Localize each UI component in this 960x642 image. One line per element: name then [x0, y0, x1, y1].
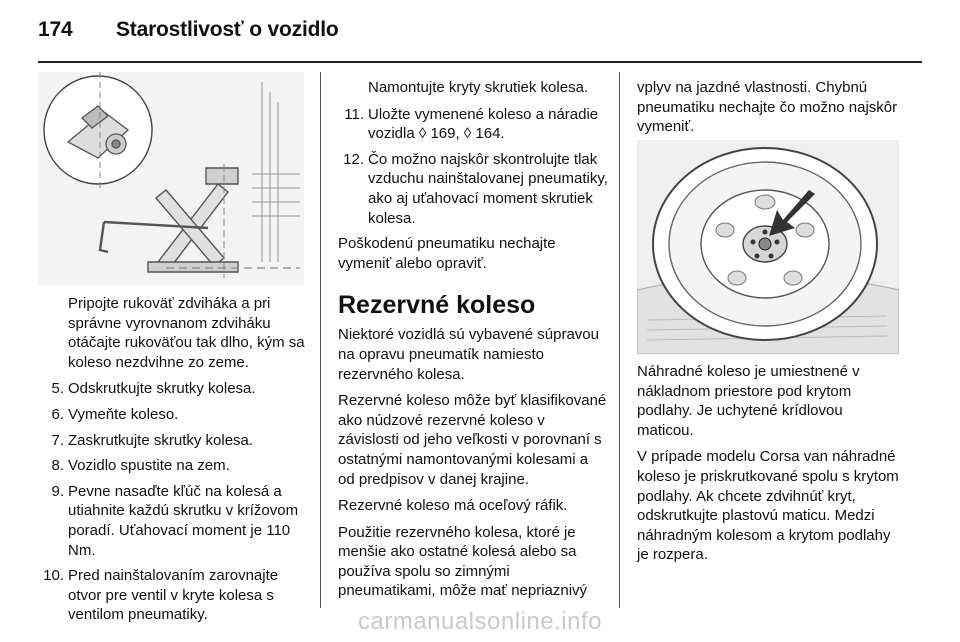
list-item: 7. Zaskrutkujte skrutky kolesa.	[51, 431, 254, 449]
left-column	[38, 294, 314, 631]
jack-illustration	[38, 72, 304, 286]
section-heading: Rezervné koleso	[338, 291, 536, 320]
jack-caption: Pripojte rukoväť zdviháka a pri správne vyrovnanom zdviháku otáčajte rukoväťou tak dlho, kým sa koleso nezdvihne zo zeme.	[68, 295, 305, 371]
list-item: 9. Pevne nasaďte kľúč na kolesá a utiahnite každú skrutku v krížovom poradí. Uťahovací moment je 110 Nm.	[51, 482, 299, 559]
spare-wheel-illustration	[637, 140, 899, 354]
list-item: 11. Uložte vymenené koleso a náradie vozidla ◊ 169, ◊ 164.	[344, 105, 599, 143]
page-title: Starostlivosť o vozidlo	[116, 18, 339, 41]
list-item: 12. Čo možno najskôr skontrolujte tlak vzduchu nainštalovanej pneumatiky, ako aj uťahovací moment skrutiek kolesa.	[343, 150, 608, 227]
list-item: 5. Odskrutkujte skrutky kolesa.	[51, 380, 256, 398]
continued-step-text: Namontujte kryty skrutiek kolesa.	[368, 79, 589, 96]
paragraph: Niektoré vozidlá sú vybavené súpravou na opravu pneumatík namiesto rezervného kolesa.	[338, 326, 599, 383]
page-header	[38, 18, 339, 42]
column-divider-right	[619, 72, 620, 608]
paragraph: Náhradné koleso je umiestnené v nákladnom priestore pod krytom podlahy. Je uchytené krídlovou maticou.	[637, 363, 860, 439]
column-divider-left	[320, 72, 321, 608]
paragraph: Rezervné koleso môže byť klasifikované ako núdzové rezervné koleso v závislosti od jeho veľkosti v porovnaní s ostatnými namontovanými kolesami a od predpisov v danej krajine.	[338, 392, 607, 488]
paragraph: V prípade modelu Corsa van náhradné koleso je priskrutkované spolu s krytom podlahy. Ak chcete zdvihnúť kryt, odskrutkujte plastovú maticu. Medzi náhradným kolesom a krytom podlahy je rozpera.	[637, 448, 899, 564]
middle-column	[338, 78, 608, 608]
list-item: 6. Vymeňte koleso.	[51, 405, 179, 423]
paragraph: Použitie rezervného kolesa, ktoré je menšie ako ostatné kolesá alebo sa používa spolu so zimnými pneumatikami, môže mať nepriaznivý	[338, 523, 588, 600]
paragraph: Rezervné koleso má oceľový ráfik.	[338, 497, 568, 515]
watermark-text: carmanualsonline.info	[358, 608, 602, 635]
paragraph: Poškodenú pneumatiku nechajte vymeniť alebo opraviť.	[338, 235, 556, 272]
header-rule	[38, 61, 922, 63]
list-item: 10. Pred nainštalovaním zarovnajte otvor pre ventil v kryte kolesa s ventilom pneumatiky.	[43, 567, 279, 624]
right-column-top	[637, 78, 899, 144]
right-column-bottom	[637, 362, 899, 572]
watermark	[0, 608, 960, 636]
list-item: 8. Vozidlo spustite na zem.	[51, 457, 230, 475]
page-number: 174	[38, 18, 73, 41]
paragraph: vplyv na jazdné vlastnosti. Chybnú pneumatiku nechajte čo možno najskôr vymeniť.	[637, 79, 898, 136]
